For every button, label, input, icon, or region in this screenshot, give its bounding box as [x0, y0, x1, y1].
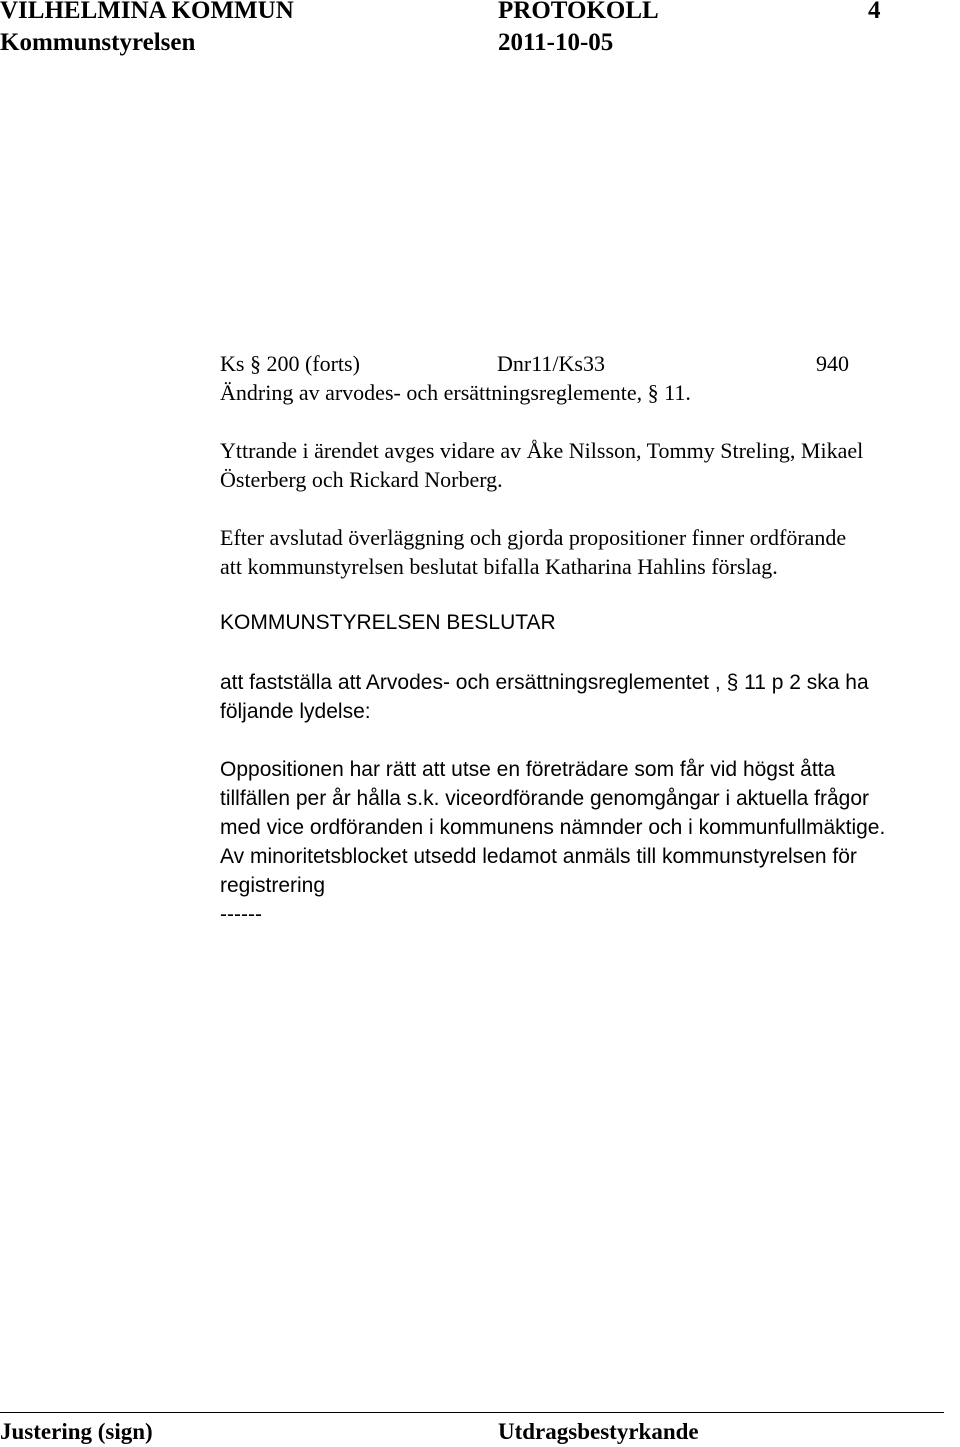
decision-intro-line-2: följande lydelse:: [220, 700, 371, 723]
case-code: 940: [816, 351, 849, 376]
case-subject: Ändring av arvodes- och ersättningsreglemente, § 11.: [220, 380, 691, 405]
statements-line-2: Österberg och Rickard Norberg.: [220, 467, 503, 492]
header-doc-type: PROTOKOLL: [498, 0, 659, 24]
decision-intro-line-1: att fastställa att Arvodes- och ersättningsreglementet , § 11 p 2 ska ha: [220, 671, 869, 694]
decision-heading: KOMMUNSTYRELSEN BESLUTAR: [220, 611, 556, 634]
statements-line-1: Yttrande i ärendet avges vidare av Åke Nilsson, Tommy Streling, Mikael: [220, 438, 864, 463]
case-ref: Ks § 200 (forts): [220, 351, 360, 376]
decision-text-line: Oppositionen har rätt att utse en företrädare som får vid högst åtta: [220, 758, 836, 781]
decision-text-line: registrering: [220, 874, 326, 897]
footer-right: Utdragsbestyrkande: [498, 1419, 699, 1444]
footer-divider: [0, 1412, 944, 1413]
footer-left: Justering (sign): [0, 1419, 153, 1444]
case-dnr: Dnr11/Ks33: [497, 351, 605, 376]
decision-text-line: med vice ordföranden i kommunens nämnder och i kommunfullmäktige.: [220, 816, 886, 839]
header-page-number: 4: [868, 0, 881, 24]
decision-text-line: tillfällen per år hålla s.k. viceordförande genomgångar i aktuella frågor: [220, 787, 870, 810]
decision-text-end-marker: ------: [220, 903, 262, 926]
decision-text-line: Av minoritetsblocket utsedd ledamot anmäls till kommunstyrelsen för: [220, 845, 857, 868]
header-org: VILHELMINA KOMMUN: [0, 0, 294, 24]
header-body: Kommunstyrelsen: [0, 29, 196, 56]
header-date: 2011-10-05: [498, 29, 614, 56]
proposal-line-1: Efter avslutad överläggning och gjorda propositioner finner ordförande: [220, 525, 847, 550]
proposal-line-2: att kommunstyrelsen beslutat bifalla Katharina Hahlins förslag.: [220, 554, 778, 579]
